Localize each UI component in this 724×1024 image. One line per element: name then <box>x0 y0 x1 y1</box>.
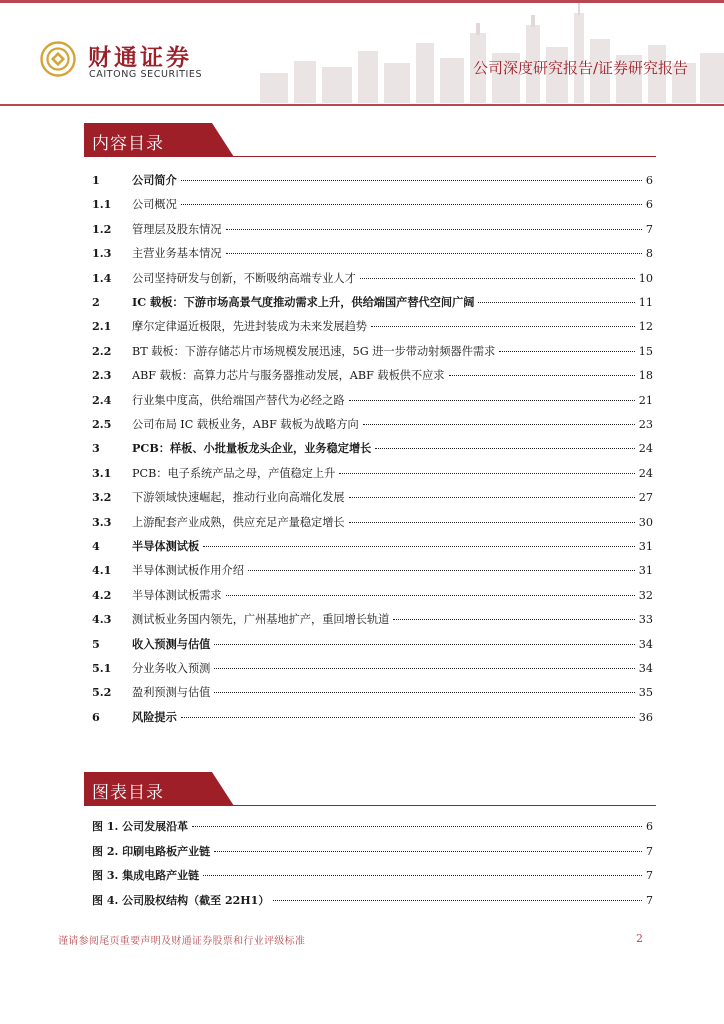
toc-entry-title: 下游领域快速崛起，推动行业向高端化发展 <box>132 491 345 505</box>
toc-entry-title: 盈利预测与估值 <box>132 686 211 700</box>
toc-entry-page: 27 <box>638 491 653 505</box>
toc-entry[interactable] <box>92 684 653 702</box>
toc-entry-page: 8 <box>645 247 653 261</box>
toc-entry[interactable] <box>92 465 653 483</box>
toc-entry-page: 23 <box>638 418 653 431</box>
toc-entry-number: 2 <box>92 295 100 309</box>
dot-leader <box>499 351 634 352</box>
toc-entry[interactable] <box>92 221 653 239</box>
toc-entry-number: 1.1 <box>92 197 112 212</box>
dot-leader <box>478 302 634 303</box>
toc-entry-page: 24 <box>638 466 653 480</box>
toc-entry-page: 6 <box>645 174 653 187</box>
toc-entry-page: 31 <box>638 564 653 578</box>
toc-entry-title: ABF 载板：高算力芯片与服务器推动发展，ABF 载板供不应求 <box>132 369 445 383</box>
toc-entry-page: 31 <box>638 540 653 553</box>
toc-entry[interactable] <box>92 538 653 556</box>
dot-leader <box>214 692 634 693</box>
toc-entry-title: 测试板业务国内领先，广州基地扩产，重回增长轨道 <box>132 613 390 627</box>
dot-leader <box>181 180 642 181</box>
toc-entry[interactable] <box>92 318 653 336</box>
toc-entry-title: 摩尔定律逼近极限，先进封装成为未来发展趋势 <box>132 320 367 334</box>
toc-entry-title: 公司布局 IC 载板业务，ABF 载板为战略方向 <box>132 418 359 431</box>
caitong-logo-icon <box>40 41 76 77</box>
dot-leader <box>363 424 635 425</box>
toc-entry[interactable] <box>92 587 653 605</box>
figure-entry-title: 图 3. 集成电路产业链 <box>92 869 200 883</box>
toc-entry-number: 4 <box>92 539 100 553</box>
toc-entry-number: 2.2 <box>92 343 112 358</box>
dot-leader <box>349 400 635 401</box>
figure-entry[interactable] <box>92 843 653 861</box>
figure-entry[interactable] <box>92 892 653 910</box>
toc-entry-page: 18 <box>638 369 653 383</box>
dot-leader <box>248 570 635 571</box>
toc-entry-page: 21 <box>638 393 653 407</box>
toc-entry[interactable] <box>92 392 653 410</box>
header-rule <box>0 104 724 106</box>
toc-entry-page: 7 <box>645 222 653 236</box>
toc-entry[interactable] <box>92 416 653 434</box>
dot-leader <box>214 851 642 852</box>
toc-entry-page: 34 <box>638 637 653 651</box>
figures-heading-rule <box>204 805 656 807</box>
dot-leader <box>226 253 642 254</box>
toc-entry-number: 1.3 <box>92 246 112 261</box>
toc-entry-title: PCB：样板、小批量板龙头企业，业务稳定增长 <box>132 441 372 456</box>
toc-entry-title: 半导体测试板作用介绍 <box>132 564 244 578</box>
toc-entry-title: 半导体测试板需求 <box>132 588 222 602</box>
toc-entry-title: 公司概况 <box>132 198 177 212</box>
toc-entry-page: 15 <box>638 344 653 358</box>
toc-entry-title: IC 载板：下游市场高景气度推动需求上升，供给端国产替代空间广阔 <box>132 295 475 309</box>
toc-entry-title: 分业务收入预测 <box>132 662 211 675</box>
toc-entry-title: 公司坚持研发与创新，不断吸纳高端专业人才 <box>132 271 356 285</box>
toc-entry[interactable] <box>92 343 653 361</box>
toc-entry-title: 管理层及股东情况 <box>132 222 222 236</box>
dot-leader <box>393 619 634 620</box>
toc-entry-number: 4.1 <box>92 563 112 578</box>
report-type-label: 公司深度研究报告/证券研究报告 <box>472 59 688 77</box>
dot-leader <box>214 644 634 645</box>
toc-heading-rule <box>204 156 656 158</box>
toc-entry[interactable] <box>92 489 653 507</box>
toc-entry-number: 5.1 <box>92 661 112 675</box>
toc-entry-page: 11 <box>638 296 653 309</box>
figure-entry-page: 7 <box>646 844 653 858</box>
dot-leader <box>181 717 635 718</box>
toc-entry[interactable] <box>92 514 653 532</box>
toc-entry-page: 30 <box>638 515 653 529</box>
toc-entry-number: 1 <box>92 173 100 187</box>
brand-name: 财通证券 <box>88 45 192 71</box>
dot-leader <box>449 375 635 376</box>
toc-entry-title: 公司简介 <box>132 173 177 187</box>
toc-entry-number: 3 <box>92 441 100 456</box>
toc-entry-title: 主营业务基本情况 <box>132 247 222 261</box>
dot-leader <box>203 875 642 876</box>
toc-entry-page: 32 <box>638 588 653 602</box>
dot-leader <box>226 595 635 596</box>
toc-title: 内容目录 <box>92 134 164 154</box>
toc-entry-page: 6 <box>645 198 653 212</box>
toc-entry-page: 12 <box>638 320 653 334</box>
disclaimer-note: 谨请参阅尾页重要声明及财通证券股票和行业评级标准 <box>58 936 306 947</box>
toc-entry-number: 4.2 <box>92 587 112 602</box>
dot-leader <box>181 204 642 205</box>
brand-name-english: CAITONG SECURITIES <box>89 69 203 80</box>
figures-heading <box>84 772 656 806</box>
toc-entry[interactable] <box>92 172 653 190</box>
dot-leader <box>273 900 642 901</box>
dot-leader <box>203 546 635 547</box>
dot-leader <box>375 448 634 449</box>
toc-entry-title: 收入预测与估值 <box>132 636 211 651</box>
dot-leader <box>349 497 635 498</box>
toc-entry[interactable] <box>92 294 653 312</box>
toc-entry-page: 24 <box>638 442 653 456</box>
toc-entry[interactable] <box>92 709 653 727</box>
toc-entry-number: 6 <box>92 709 100 724</box>
toc-entry-number: 1.2 <box>92 221 112 236</box>
toc-entry-title: BT 载板：下游存储芯片市场规模发展迅速，5G 进一步带动射频器件需求 <box>132 344 496 358</box>
toc-entry[interactable] <box>92 196 653 214</box>
toc-entry[interactable] <box>92 367 653 385</box>
toc-entry-title: 风险提示 <box>132 709 177 724</box>
dot-leader <box>349 522 635 523</box>
city-skyline-watermark <box>260 3 724 103</box>
toc-entry-page: 35 <box>638 686 653 700</box>
toc-entry-number: 2.3 <box>92 368 112 383</box>
toc-entry-page: 33 <box>638 613 653 627</box>
page-number: 2 <box>636 932 643 945</box>
toc-entry-page: 10 <box>638 271 653 285</box>
dot-leader <box>192 826 642 827</box>
toc-entry[interactable] <box>92 440 653 458</box>
toc-entry[interactable] <box>92 611 653 629</box>
dot-leader <box>371 326 635 327</box>
toc-entry[interactable] <box>92 636 653 654</box>
toc-entry[interactable] <box>92 270 653 288</box>
figure-entry-title: 图 4. 公司股权结构（截至 22H1） <box>92 893 270 907</box>
toc-entry-title: 行业集中度高，供给端国产替代为必经之路 <box>132 393 345 407</box>
dot-leader <box>360 278 635 279</box>
figure-entry-page: 7 <box>646 869 653 883</box>
dot-leader <box>226 229 642 230</box>
toc-entry-number: 2.5 <box>92 417 112 431</box>
toc-entry-number: 2.4 <box>92 392 112 407</box>
figure-entry[interactable] <box>92 818 653 836</box>
toc-heading <box>84 123 656 157</box>
toc-entry[interactable] <box>92 660 653 678</box>
toc-entry-number: 1.4 <box>92 270 112 285</box>
toc-entry-title: PCB：电子系统产品之母，产值稳定上升 <box>132 466 336 480</box>
toc-entry-number: 5.2 <box>92 685 112 700</box>
toc-entry-number: 5 <box>92 636 100 651</box>
dot-leader <box>214 668 634 669</box>
figure-entry-title: 图 1. 公司发展沿革 <box>92 820 189 833</box>
toc-entry-number: 4.3 <box>92 612 112 627</box>
figure-entry-page: 6 <box>646 820 653 833</box>
figures-title: 图表目录 <box>92 783 164 803</box>
toc-entry-number: 3.1 <box>92 465 112 480</box>
page-header <box>0 3 724 103</box>
toc-entry-page: 36 <box>638 710 653 724</box>
toc-entry[interactable] <box>92 245 653 263</box>
figure-entry-page: 7 <box>646 893 653 907</box>
toc-entry-title: 上游配套产业成熟，供应充足产量稳定增长 <box>132 515 345 529</box>
toc-entry-number: 3.2 <box>92 490 112 505</box>
toc-entry-number: 2.1 <box>92 319 112 334</box>
toc-entry-page: 34 <box>638 662 653 675</box>
figure-entry[interactable] <box>92 867 653 885</box>
toc-entry-title: 半导体测试板 <box>132 539 200 553</box>
dot-leader <box>339 473 634 474</box>
figure-entry-title: 图 2. 印刷电路板产业链 <box>92 844 211 858</box>
toc-entry-number: 3.3 <box>92 514 112 529</box>
toc-entry[interactable] <box>92 562 653 580</box>
